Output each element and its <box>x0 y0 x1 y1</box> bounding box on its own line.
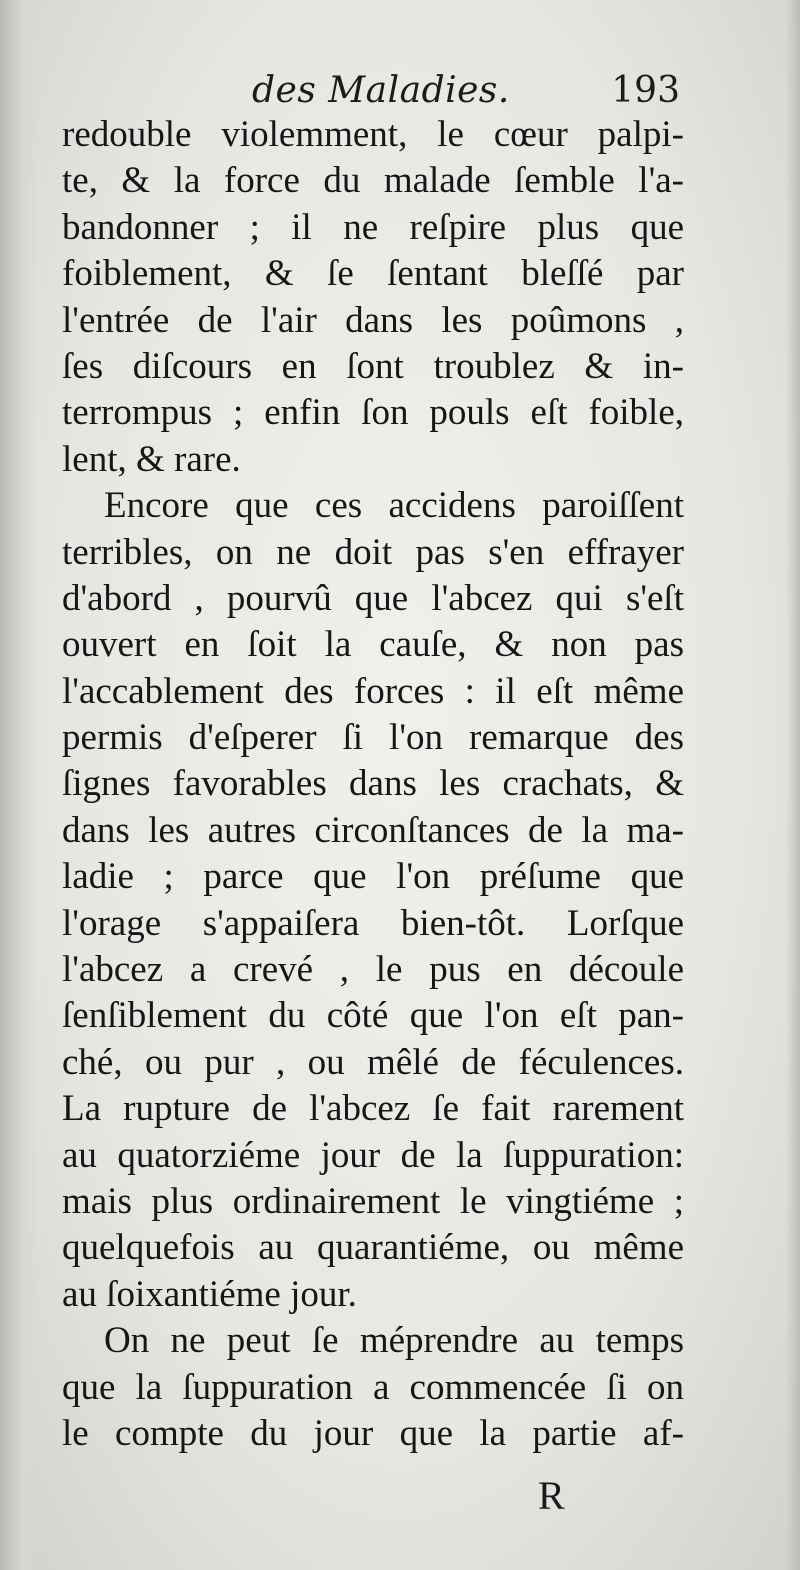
running-head: des Maladies. <box>252 70 510 111</box>
text-line: le compte du jour que la partie af- <box>62 1412 684 1454</box>
page-number: 193 <box>611 70 680 111</box>
text-line: ouvert en ſoit la cauſe, & non pas <box>62 624 684 666</box>
text-line: ladie ; parce que l'on préſume que <box>62 856 684 898</box>
text-line: que la ſuppuration a commencée ſi on <box>62 1366 684 1408</box>
text-line: bandonner ; il ne reſpire plus que <box>62 206 684 248</box>
page-edge-shadow <box>786 0 800 1570</box>
text-line: redouble violemment, le cœur palpi- <box>62 114 684 155</box>
text-line: On ne peut ſe méprendre au temps <box>104 1320 684 1362</box>
text-line: ché, ou pur , ou mêlé de féculences. <box>62 1041 684 1083</box>
text-line: l'entrée de l'air dans les poûmons , <box>62 299 684 341</box>
text-line: terribles, on ne doit pas s'en effrayer <box>62 531 684 573</box>
text-line: d'abord , pourvû que l'abcez qui s'eſt <box>62 577 684 619</box>
text-line: ſenſiblement du côté que l'on eſt pan- <box>62 995 684 1037</box>
body-text <box>62 112 684 1457</box>
text-line: l'accablement des forces : il eſt même <box>62 670 684 712</box>
text-line: La rupture de l'abcez ſe fait rarement <box>62 1088 684 1130</box>
text-line: Encore que ces accidens paroiſſent <box>104 485 684 527</box>
page-gutter-shadow <box>0 0 38 1570</box>
text-line: l'abcez a crevé , le pus en découle <box>62 949 684 991</box>
text-line: ſes diſcours en ſont troublez & in- <box>62 345 684 387</box>
text-line: ſignes favorables dans les crachats, & <box>62 763 684 805</box>
text-line: mais plus ordinairement le vingtiéme ; <box>62 1180 684 1222</box>
text-line: quelquefois au quarantiéme, ou même <box>62 1227 684 1269</box>
text-line: au quatorziéme jour de la ſuppuration: <box>62 1134 684 1176</box>
text-line: terrompus ; enfin ſon pouls eſt foible, <box>62 392 684 434</box>
text-line: l'orage s'appaiſera bien-tôt. Lorſque <box>62 902 684 944</box>
text-line: permis d'eſperer ſi l'on remarque des <box>62 717 684 759</box>
text-line: te, & la force du malade ſemble l'a- <box>62 160 684 202</box>
text-line: au ſoixantiéme jour. <box>62 1273 357 1315</box>
text-line: dans les autres circonſtances de la ma- <box>62 809 684 851</box>
text-line: foiblement, & ſe ſentant bleſſé par <box>62 253 684 295</box>
text-line: lent, & rare. <box>62 438 241 480</box>
signature-mark: R <box>538 1473 565 1518</box>
